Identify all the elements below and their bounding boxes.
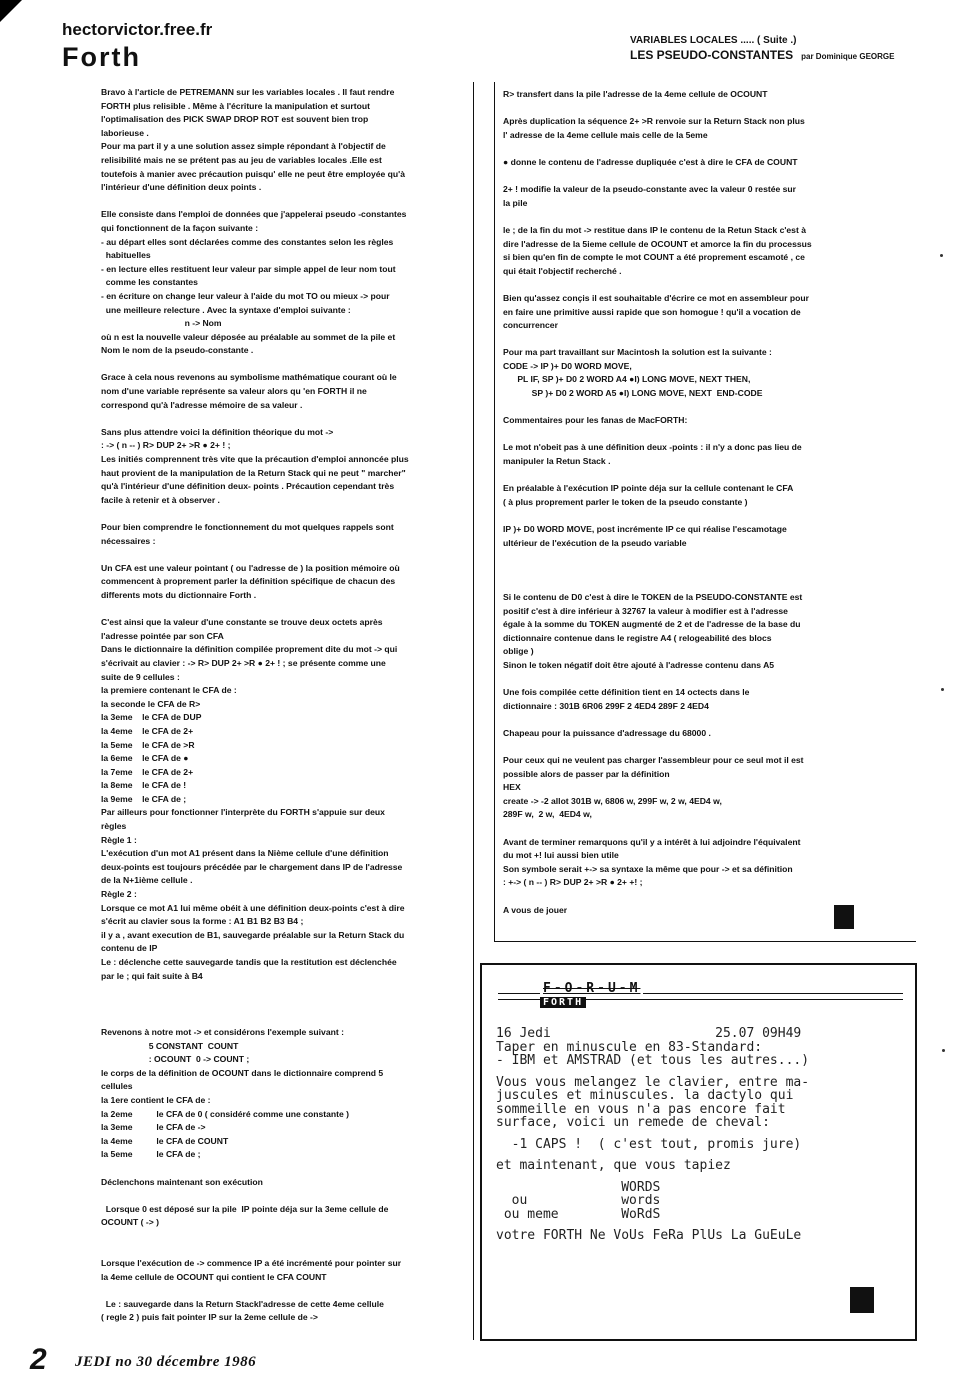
text-line: la premiere contenant le CFA de :	[101, 685, 237, 696]
text-line: contenu de IP	[101, 943, 158, 954]
text-line: Le mot n'obeit pas à une définition deux -points : il n'y a donc pas lieu de	[503, 442, 802, 453]
text-line: la 4eme cellule de OCOUNT qui contient le CFA COUNT	[101, 1271, 327, 1282]
text-line: A vous de jouer	[503, 904, 568, 915]
text-line: Pour ma part il y a une solution assez simple répondant à l'objectif de	[101, 141, 386, 152]
text-line: la 4eme le CFA de COUNT	[101, 1135, 229, 1146]
text-line: OCOUNT ( -> )	[101, 1217, 160, 1228]
text-line: le corps de la définition de OCOUNT dans le dictionnaire comprend 5	[101, 1067, 384, 1078]
forum-line: 16 Jedi 25.07 09H49	[496, 1026, 802, 1041]
text-line: PL IF, SP )+ D0 2 WORD A4 ●I) LONG MOVE, NEXT THEN,	[503, 374, 751, 385]
text-line: deux-points est toujours précédée par le chargement dans IP de l'adresse	[101, 861, 403, 872]
text-line: oblige )	[503, 646, 534, 657]
text-line: Pour bien comprendre le fonctionnement du mot quelques rappels sont	[101, 522, 394, 532]
text-line: l'optimalisation des PICK SWAP DROP ROT est souvent bien trop	[101, 114, 369, 125]
margin-dot	[942, 1049, 945, 1052]
text-line	[101, 412, 471, 426]
text-line: differents mots du dictionnaire Forth .	[101, 589, 257, 600]
text-line: L'exécution d'un mot A1 présent dans la Nième cellule d'une définition	[101, 848, 389, 859]
text-line: facile à retenir et à observer .	[101, 494, 220, 505]
text-line	[101, 195, 471, 209]
text-line: Les initiés comprennent très vite que la précaution d'emploi annoncée plus	[101, 454, 409, 465]
forum-line: surface, voici un remede de cheval:	[496, 1115, 770, 1130]
text-line: nom d'une variable représente sa valeur alors qu 'en FORTH il ne	[101, 386, 367, 397]
text-line: Règle 2 :	[101, 889, 137, 900]
text-line: la 5eme le CFA de ;	[101, 1149, 201, 1160]
site-url: hectorvictor.free.fr	[62, 20, 213, 39]
text-line: égale à la somme du TOKEN augmenté de 2 et de l'adresse de la base du	[503, 619, 801, 630]
text-line	[503, 401, 913, 415]
text-line: si bien qu'en fin de compte le mot COUNT a été proprement escamoté , ce	[503, 252, 805, 263]
section-title: Forth	[62, 42, 141, 72]
text-line: suite de 9 cellules :	[101, 671, 180, 682]
text-line: R> transfert dans la pile l'adresse de la 4eme cellule de OCOUNT	[503, 89, 768, 99]
text-line: Revenons à notre mot -> et considérons l'exemple suivant :	[101, 1027, 344, 1037]
text-line: positif c'est à dire inférieur à 32767 la valeur à modifier est à l'adresse	[503, 605, 788, 616]
forum-logo-forth: FORTH	[540, 997, 586, 1008]
text-line: l'adresse pointée par son CFA	[101, 630, 224, 641]
text-line: la pile	[503, 197, 528, 208]
text-line: Pour ma part travaillant sur Macintosh la solution est la suivante :	[503, 347, 772, 358]
text-line: l' adresse de la 4eme cellule mais celle de la 5eme	[503, 129, 708, 140]
text-line: Lorsque l'exécution de -> commence IP a été incrémenté pour pointer sur	[101, 1258, 402, 1269]
article-title-row	[630, 48, 894, 64]
text-line: 2+ ! modifie la valeur de la pseudo-constante avec la valeur 0 restée sur	[503, 184, 797, 195]
text-line: dire l'adresse de la 5ieme cellule de OCOUNT et amorce la fin du processus	[503, 238, 812, 249]
text-line: dictionnaire contenue dans le registre A4 ( relogeabilité des blocs	[503, 632, 772, 643]
text-line: CODE -> IP )+ D0 WORD MOVE,	[503, 360, 632, 371]
text-line: la 2eme le CFA de 0 ( considéré comme une constante )	[101, 1108, 350, 1119]
text-line	[503, 102, 913, 116]
text-line: Bravo à l'article de PETREMANN sur les variables locales . Il faut rendre	[101, 87, 395, 97]
forum-line: ou words	[496, 1193, 661, 1208]
text-line: - en écriture on change leur valeur à l'aide du mot TO ou mieux -> pour	[101, 290, 390, 301]
text-line: create -> -2 allot 301B w, 6806 w, 299F w, 2 w, 4ED4 w,	[503, 795, 722, 806]
left-column-text	[101, 86, 471, 983]
text-line: - au départ elles sont déclarées comme des constantes selon les règles	[101, 236, 394, 247]
text-line	[101, 507, 471, 521]
text-line: Pour ceux qui ne veulent pas charger l'assembleur pour ce seul mot il est	[503, 755, 804, 766]
text-line	[101, 1284, 471, 1298]
forum-line: - IBM et AMSTRAD (et tous les autres...)	[496, 1053, 810, 1068]
text-line	[503, 673, 913, 687]
text-line: ( regle 2 ) puis fait pointer IP sur la 2eme cellule de ->	[101, 1312, 318, 1323]
page-number: 2	[30, 1343, 47, 1376]
text-line: Lorsque ce mot A1 lui même obéit à une définition deux-points c'est à dire	[101, 902, 405, 913]
text-line: Dans le dictionnaire la définition compilée proprement dite du mot -> qui	[101, 644, 398, 655]
text-line: qu'à l'intérieur d'une définition deux- points . Précaution cependant très	[101, 481, 395, 492]
text-line: la 7eme le CFA de 2+	[101, 766, 194, 777]
issue-footer: JEDI no 30 décembre 1986	[75, 1354, 257, 1370]
article-byline: par Dominique GEORGE	[801, 52, 895, 61]
text-line	[503, 210, 913, 224]
text-line: Nom le nom de la pseudo-constante .	[101, 345, 254, 356]
text-line: dictionnaire : 301B 6R06 299F 2 4ED4 289F 2 4ED4	[503, 700, 709, 711]
text-line: laborieuse .	[101, 127, 149, 138]
text-line	[101, 358, 471, 372]
text-line: la 6eme le CFA de ●	[101, 753, 189, 764]
text-line: la 4eme le CFA de 2+	[101, 725, 194, 736]
text-line: de la N+1ième cellule .	[101, 875, 193, 886]
text-line: Elle consiste dans l'emploi de données que j'appelerai pseudo -constantes	[101, 209, 407, 220]
text-line	[503, 713, 913, 727]
forum-line: juscules et minuscules. la dactylo qui	[496, 1088, 794, 1103]
forum-line: sommeille en vous n'a pas encore fait	[496, 1101, 786, 1117]
text-line	[101, 1162, 471, 1176]
text-line: la seconde le CFA de R>	[101, 698, 201, 709]
forum-end-mark	[850, 1287, 874, 1313]
text-line: la 9eme le CFA de ;	[101, 793, 187, 804]
text-line	[503, 822, 913, 836]
text-line	[503, 278, 913, 292]
text-line: 5 CONSTANT COUNT	[101, 1040, 239, 1051]
text-line: - en lecture elles restituent leur valeur par simple appel de leur nom tout	[101, 263, 396, 274]
margin-dot	[941, 688, 944, 691]
text-line	[503, 890, 913, 904]
text-line: Lorsque 0 est déposé sur la pile IP pointe déja sur la 3eme cellule de	[101, 1203, 389, 1214]
text-line: Sans plus attendre voici la définition théorique du mot ->	[101, 426, 334, 437]
right-column-text	[503, 88, 913, 917]
text-line	[503, 509, 913, 523]
text-line: Sinon le token négatif doit être ajouté à l'adresse contenu dans A5	[503, 659, 775, 670]
text-line: manipuler la Retun Stack .	[503, 456, 611, 467]
text-line: toutefois à manier avec précaution puisqu' elle ne peut être employée qu'à	[101, 168, 405, 179]
text-line: Un CFA est une valeur pointant ( ou l'adresse de ) la position mémoire où	[101, 562, 400, 573]
text-line: habituelles	[101, 250, 151, 261]
text-line: correspond qu'à l'adresse mémoire de sa valeur .	[101, 399, 303, 410]
text-line: SP )+ D0 2 WORD A5 ●I) LONG MOVE, NEXT END-CODE	[503, 388, 763, 399]
text-line: En préalable à l'exécution IP pointe déja sur la cellule contenant le CFA	[503, 483, 794, 494]
text-line: du mot +! lui aussi bien utile	[503, 850, 619, 861]
text-line	[503, 564, 913, 578]
text-line: Grace à cela nous revenons au symbolisme mathématique courant où le	[101, 372, 397, 383]
text-line	[101, 603, 471, 617]
text-line: l'intérieur d'une définition deux points .	[101, 182, 262, 193]
text-line: C'est ainsi que la valeur d'une constante se trouve deux octets après	[101, 617, 383, 628]
text-line: HEX	[503, 782, 521, 793]
text-line: la 8eme le CFA de !	[101, 780, 187, 791]
text-line: Règle 1 :	[101, 834, 137, 845]
text-line: nécessaires :	[101, 535, 156, 546]
text-line: Commentaires pour les fanas de MacFORTH:	[503, 415, 688, 426]
left-column-text-b	[101, 1026, 471, 1325]
text-line: Une fois compilée cette définition tient en 14 octects dans le	[503, 687, 750, 698]
text-line: relisibilité mais ne se prétent pas au jeu de variables locales .Elle est	[101, 154, 382, 165]
text-line: commencent à proprement parler la définition spécifique de chacun des	[101, 576, 396, 587]
text-line: haut provient de la manipulation de la Return Stack qui ne peut " marcher"	[101, 467, 406, 478]
article-kicker: VARIABLES LOCALES ..... ( Suite .)	[630, 35, 797, 46]
text-line: possible alors de passer par la définition	[503, 768, 670, 779]
text-line: la 1ere contient le CFA de :	[101, 1094, 211, 1105]
forum-text	[496, 1027, 809, 1243]
corner-mark	[0, 0, 22, 22]
text-line	[101, 548, 471, 562]
text-line	[503, 577, 913, 591]
text-line: s'écrivait au clavier : -> R> DUP 2+ >R ● 2+ ! ; se présente comme une	[101, 657, 386, 668]
text-line	[503, 333, 913, 347]
forum-box	[480, 963, 917, 1341]
text-line: où n est la nouvelle valeur déposée au préalable au sommet de la pile et	[101, 331, 396, 342]
text-line: en faire une primitive aussi rapide que son homogue ! qu'il a vocation de	[503, 306, 801, 317]
text-line	[101, 1230, 471, 1244]
text-line	[101, 1244, 471, 1258]
article-header	[630, 34, 894, 64]
text-line: cellules	[101, 1081, 133, 1092]
text-line: qui était l'objectif recherché .	[503, 265, 622, 276]
text-line: le ; de la fin du mot -> restitue dans IP le contenu de la Retun Stack c'est à	[503, 224, 806, 235]
margin-dot	[940, 254, 943, 257]
text-line: ultérieur de l'exécution de la pseudo variable	[503, 537, 687, 548]
text-line	[503, 170, 913, 184]
text-line: Le : sauvegarde dans la Return Stackl'adresse de cette 4eme cellule	[101, 1298, 384, 1309]
text-line	[503, 550, 913, 564]
text-line	[101, 1189, 471, 1203]
forum-line: Taper en minuscule en 83-Standard:	[496, 1039, 763, 1055]
text-line: Chapeau pour la puissance d'adressage du 68000 .	[503, 727, 711, 738]
text-line: Son symbole serait +-> sa syntaxe la même que pour -> et sa définition	[503, 863, 793, 874]
text-line: par le ; qui fait suite à B4	[101, 970, 203, 981]
text-line: FORTH plus relisible . Même à l'écriture la manipulation et surtout	[101, 100, 370, 111]
text-line: Avant de terminer remarquons qu'il y a intérêt à lui adjoindre l'équivalent	[503, 836, 801, 847]
end-mark	[834, 905, 854, 929]
text-line	[503, 142, 913, 156]
forum-logo: F-O-R-U-M	[540, 981, 643, 996]
text-line	[503, 428, 913, 442]
text-line: ( à plus proprement parler le token de la pseudo constante )	[503, 496, 748, 507]
text-line: Bien qu'assez conçis il est souhaitable d'écrire ce mot en assembleur pour	[503, 292, 809, 303]
text-line: comme les constantes	[101, 277, 198, 288]
text-line: 289F w, 2 w, 4ED4 w,	[503, 809, 592, 820]
forum-line: ou meme WoRdS	[496, 1206, 661, 1222]
text-line: Le : déclenche cette sauvegarde tandis que la restitution est déclenchée	[101, 957, 397, 967]
text-line	[503, 741, 913, 755]
forum-line: Vous vous melangez le clavier, entre ma-	[496, 1074, 810, 1090]
text-line	[503, 469, 913, 483]
text-line: ● donne le contenu de l'adresse dupliquée c'est à dire le CFA de COUNT	[503, 156, 798, 167]
text-line: Par ailleurs pour fonctionner l'interprète du FORTH s'appuie sur deux	[101, 807, 385, 818]
text-line: s'écrit au clavier sous la forme : A1 B1 B2 B3 B4 ;	[101, 916, 304, 927]
text-line: : OCOUNT 0 -> COUNT ;	[101, 1054, 250, 1065]
text-line: règles	[101, 821, 127, 832]
article-title: LES PSEUDO-CONSTANTES	[630, 48, 794, 62]
text-line: Si le contenu de D0 c'est à dire le TOKEN de la PSEUDO-CONSTANTE est	[503, 591, 803, 602]
forum-line: et maintenant, que vous tapiez	[496, 1158, 731, 1173]
forum-line: WORDS	[496, 1179, 661, 1195]
text-line: la 3eme le CFA de ->	[101, 1122, 206, 1133]
forum-line: -1 CAPS ! ( c'est tout, promis jure)	[496, 1136, 802, 1152]
forum-line: votre FORTH Ne VoUs FeRa PlUs La GuEuLe	[496, 1228, 802, 1243]
text-line: la 5eme le CFA de >R	[101, 739, 195, 750]
text-line: : -> ( n -- ) R> DUP 2+ >R ● 2+ ! ;	[101, 440, 231, 451]
text-line: une meilleure relecture . Avec la syntaxe d'emploi suivante :	[101, 304, 351, 315]
text-line: n -> Nom	[101, 318, 222, 329]
text-line: Déclenchons maintenant son exécution	[101, 1176, 263, 1187]
text-line: concurrencer	[503, 320, 558, 331]
text-line: IP )+ D0 WORD MOVE, post incrémente IP ce qui réalise l'escamotage	[503, 524, 787, 534]
text-line: qui fonctionnent de la façon suivante :	[101, 222, 259, 233]
text-line: la 3eme le CFA de DUP	[101, 712, 202, 723]
text-line: Après duplication la séquence 2+ >R renvoie sur la Return Stack non plus	[503, 116, 805, 127]
text-line: : +-> ( n -- ) R> DUP 2+ >R ● 2+ +! ;	[503, 877, 643, 888]
text-line: il y a , avant execution de B1, sauvegarde préalable sur la Return Stack du	[101, 929, 405, 940]
